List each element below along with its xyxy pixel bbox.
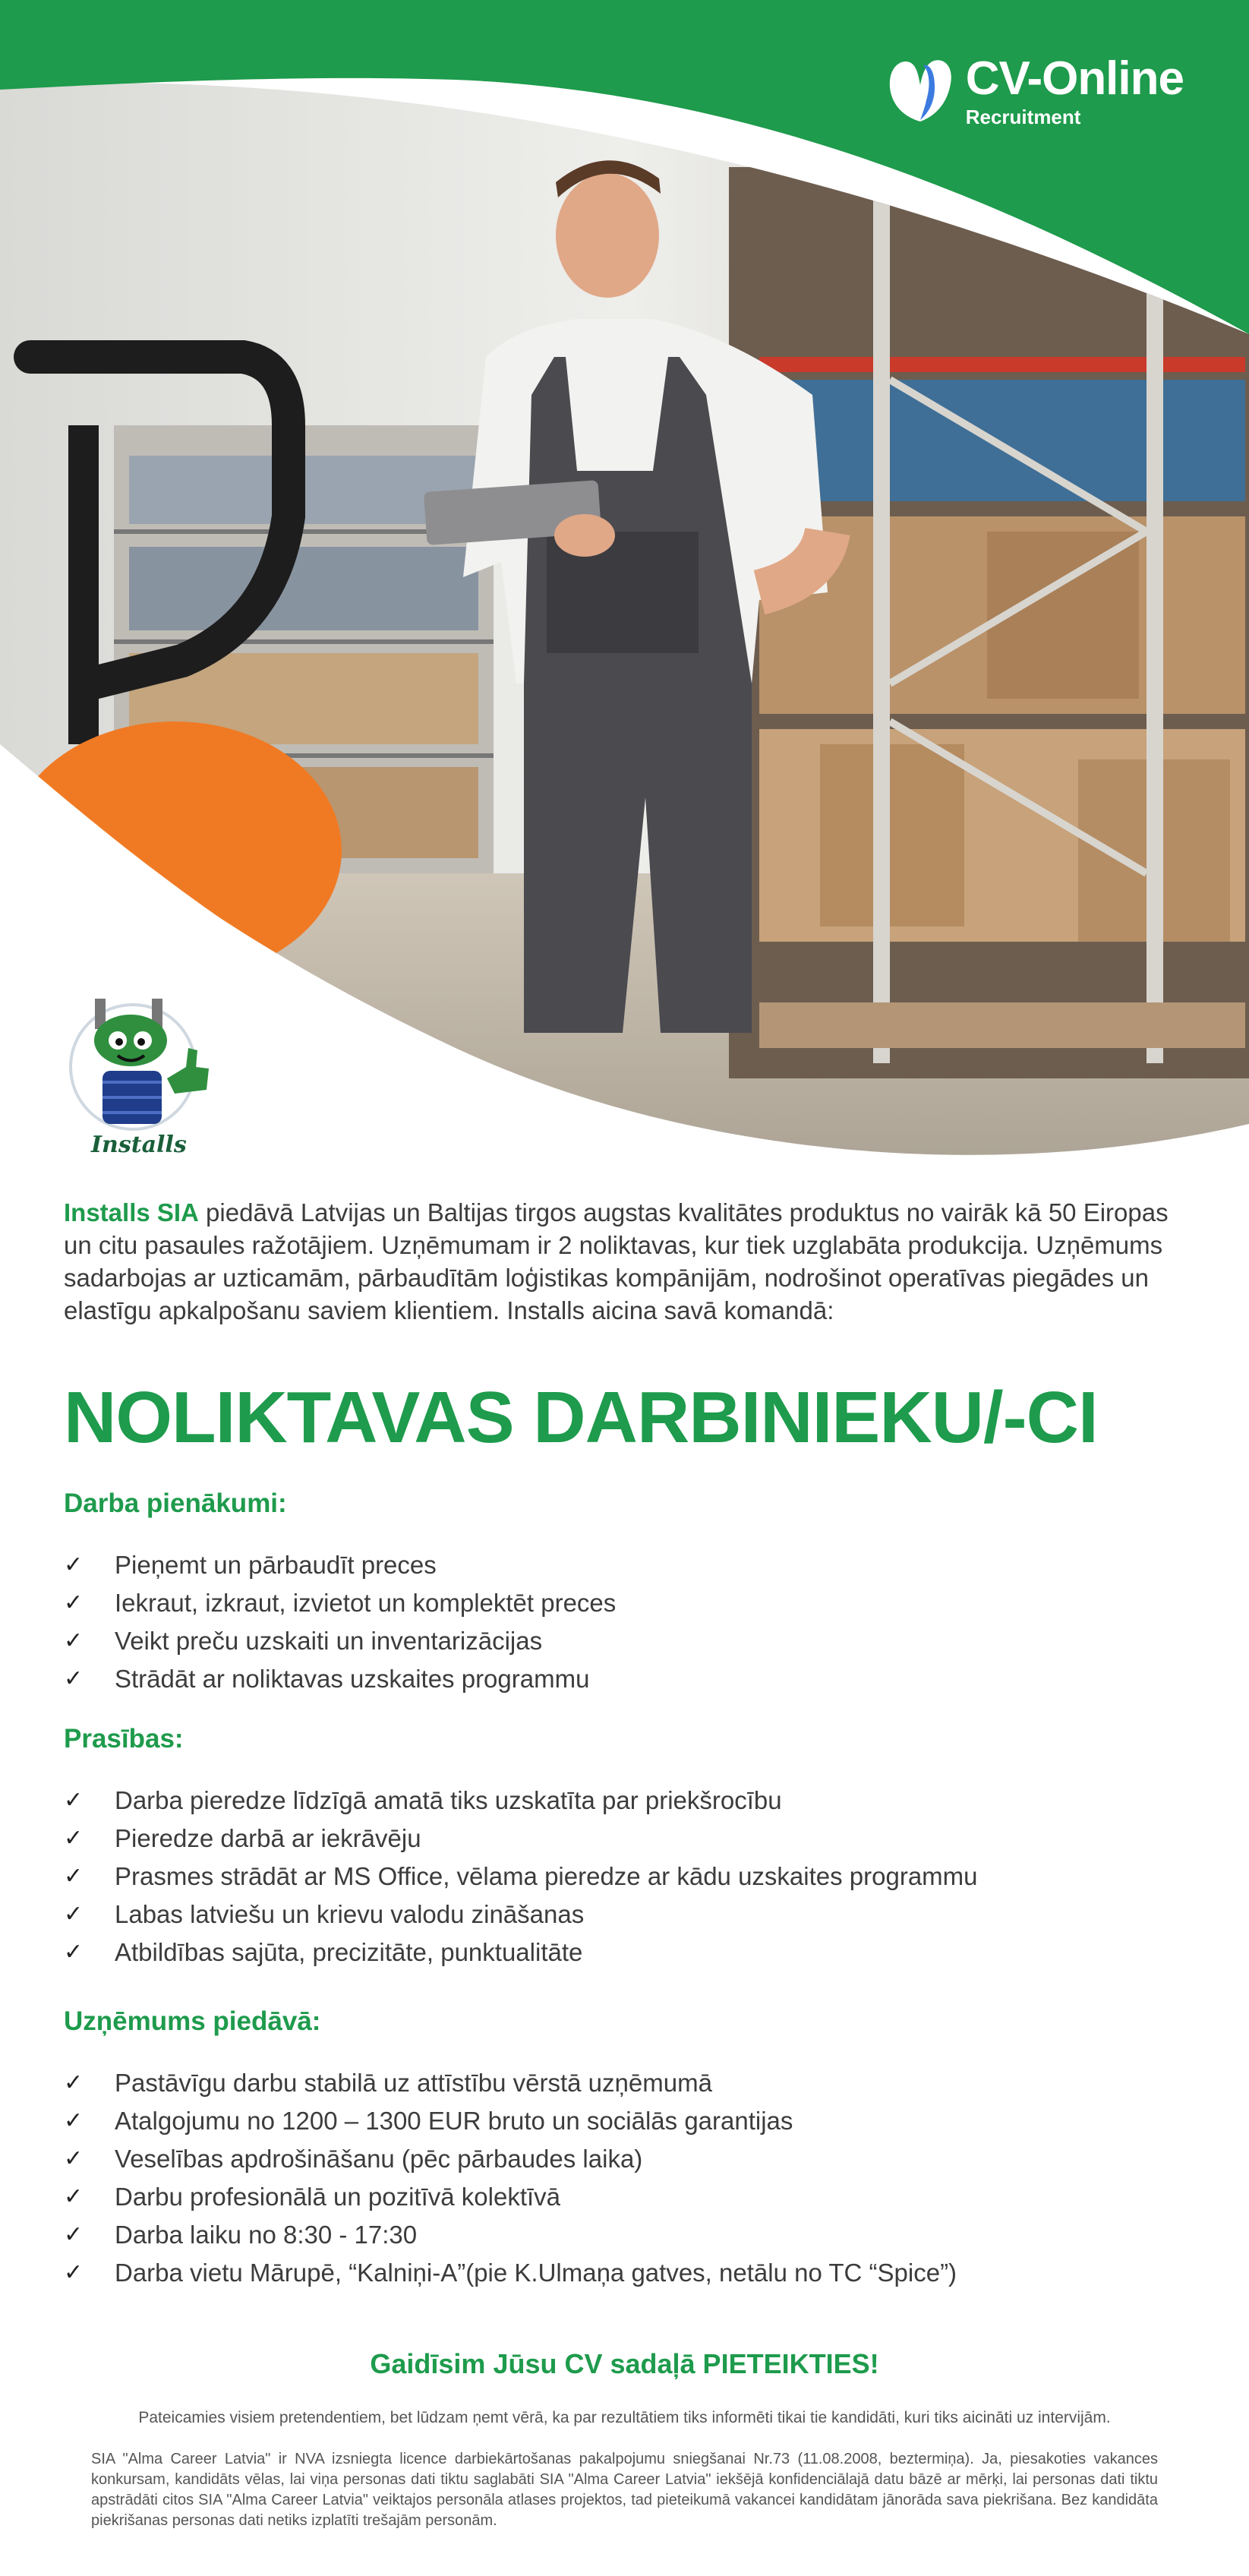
list-item: ✓ Pastāvīgu darbu stabilā uz attīstību vērstā uzņēmumā bbox=[64, 2064, 1187, 2102]
apply-call-to-action: Gaidīsim Jūsu CV sadaļā PIETEIKTIES! bbox=[370, 2348, 879, 2379]
check-icon: ✓ bbox=[64, 1824, 84, 1852]
legal-notice: SIA "Alma Career Latvia" ir NVA izsniegta licence darbiekārtošanas pakalpojumu sniegšanai Nr.73 (11.08.2008, beztermiņa). Ja, piesakoties vakances konkursam, kandidāts vēlas, lai viņa personas dati tiktu saglabāti SIA "Alma Career Latvia" iekšējā konfidenciālajā datu bāzē ar mērķi, lai personas dati tiktu apstrādāti citos SIA "Alma Career Latvia" veiktajos personāla atlases projektos, tad pieteikumā vakancei kandidātam jānorāda sava piekrišana. Bez kandidāta piekrišanas personas dati netiks izplatīti trešajām personām. bbox=[91, 2451, 1158, 2529]
check-icon: ✓ bbox=[64, 2069, 84, 2096]
check-icon: ✓ bbox=[64, 1786, 84, 1814]
list-item: ✓ Atbildības sajūta, precizitāte, punktualitāte bbox=[64, 1934, 1187, 1971]
list-item: ✓ Darba laiku no 8:30 - 17:30 bbox=[64, 2216, 1187, 2254]
check-icon: ✓ bbox=[64, 1627, 84, 1654]
check-icon: ✓ bbox=[64, 2183, 84, 2210]
brand-sub: Recruitment bbox=[965, 106, 1081, 128]
list-item: ✓ Veikt preču uzskaiti un inventarizācijas bbox=[64, 1622, 1187, 1660]
list-item: ✓ Veselības apdrošināšanu (pēc pārbaudes laika) bbox=[64, 2140, 1187, 2178]
check-icon: ✓ bbox=[64, 1551, 84, 1578]
job-ad-content bbox=[64, 1196, 1187, 2292]
job-title: NOLIKTAVAS DARBINIEKU/-CI bbox=[64, 1377, 1098, 1458]
check-icon: ✓ bbox=[64, 1665, 84, 1692]
list-item: ✓ Pieredze darbā ar iekrāvēju bbox=[64, 1820, 1187, 1858]
installs-logo-text: Installs bbox=[91, 1132, 187, 1158]
check-icon: ✓ bbox=[64, 2221, 84, 2248]
check-icon: ✓ bbox=[64, 1589, 84, 1616]
list-item: ✓ Labas latviešu un krievu valodu zināšanas bbox=[64, 1896, 1187, 1934]
offers-list bbox=[64, 2064, 1187, 2292]
list-item: ✓ Atalgojumu no 1200 – 1300 EUR bruto un sociālās garantijas bbox=[64, 2102, 1187, 2140]
offers-heading: Uzņēmums piedāvā: bbox=[64, 2006, 321, 2036]
list-item: ✓ Darba pieredze līdzīgā amatā tiks uzskatīta par priekšrocību bbox=[64, 1782, 1187, 1820]
requirements-list bbox=[64, 1782, 1187, 1971]
list-item: ✓ Prasmes strādāt ar MS Office, vēlama pieredze ar kādu uzskaites programmu bbox=[64, 1858, 1187, 1896]
list-item: ✓ Pieņemt un pārbaudīt preces bbox=[64, 1546, 1187, 1584]
check-icon: ✓ bbox=[64, 2145, 84, 2172]
requirements-heading: Prasības: bbox=[64, 1723, 184, 1754]
list-item: ✓ Darba vietu Mārupē, “Kalniņi-A”(pie K.Ulmaņa gatves, netālu no TC “Spice”) bbox=[64, 2254, 1187, 2292]
check-icon: ✓ bbox=[64, 1938, 84, 1965]
check-icon: ✓ bbox=[64, 1862, 84, 1889]
company-name: Installs SIA bbox=[64, 1198, 199, 1226]
intro-text: piedāvā Latvijas un Baltijas tirgos augstas kvalitātes produktus no vairāk kā 50 Eiropas un citu pasaules ražotājiem. Uzņēmumam ir 2 noliktavas, kur tiek uzglabāta produkcija. Uzņēmums sadarbojas ar uzticamām, pārbaudītām loģistikas kompānijām, nodrošinot operatīvas piegādes un elastīgu apkalpošanu saviem klientiem. Installs aicina savā komandā: bbox=[64, 1198, 1169, 1324]
cv-online-logo-icon bbox=[884, 55, 957, 128]
thanks-note: Pateicamies visiem pretendentiem, bet lūdzam ņemt vērā, ka par rezultātiem tiks informēti tikai tie kandidāti, kuri tiks aicināti uz intervijām. bbox=[138, 2409, 1111, 2426]
list-item: ✓ Strādāt ar noliktavas uzskaites programmu bbox=[64, 1660, 1187, 1698]
brand-name: CV-Online bbox=[965, 52, 1184, 105]
list-item: ✓ Darbu profesionālā un pozitīvā kolektīvā bbox=[64, 2178, 1187, 2216]
list-item: ✓ Iekraut, izkraut, izvietot un komplektēt preces bbox=[64, 1584, 1187, 1622]
check-icon: ✓ bbox=[64, 2259, 84, 2286]
duties-heading: Darba pienākumi: bbox=[64, 1488, 287, 1518]
intro-paragraph bbox=[64, 1196, 1187, 1327]
duties-list bbox=[64, 1546, 1187, 1698]
check-icon: ✓ bbox=[64, 1900, 84, 1927]
check-icon: ✓ bbox=[64, 2107, 84, 2134]
cv-online-logo bbox=[884, 52, 1184, 128]
